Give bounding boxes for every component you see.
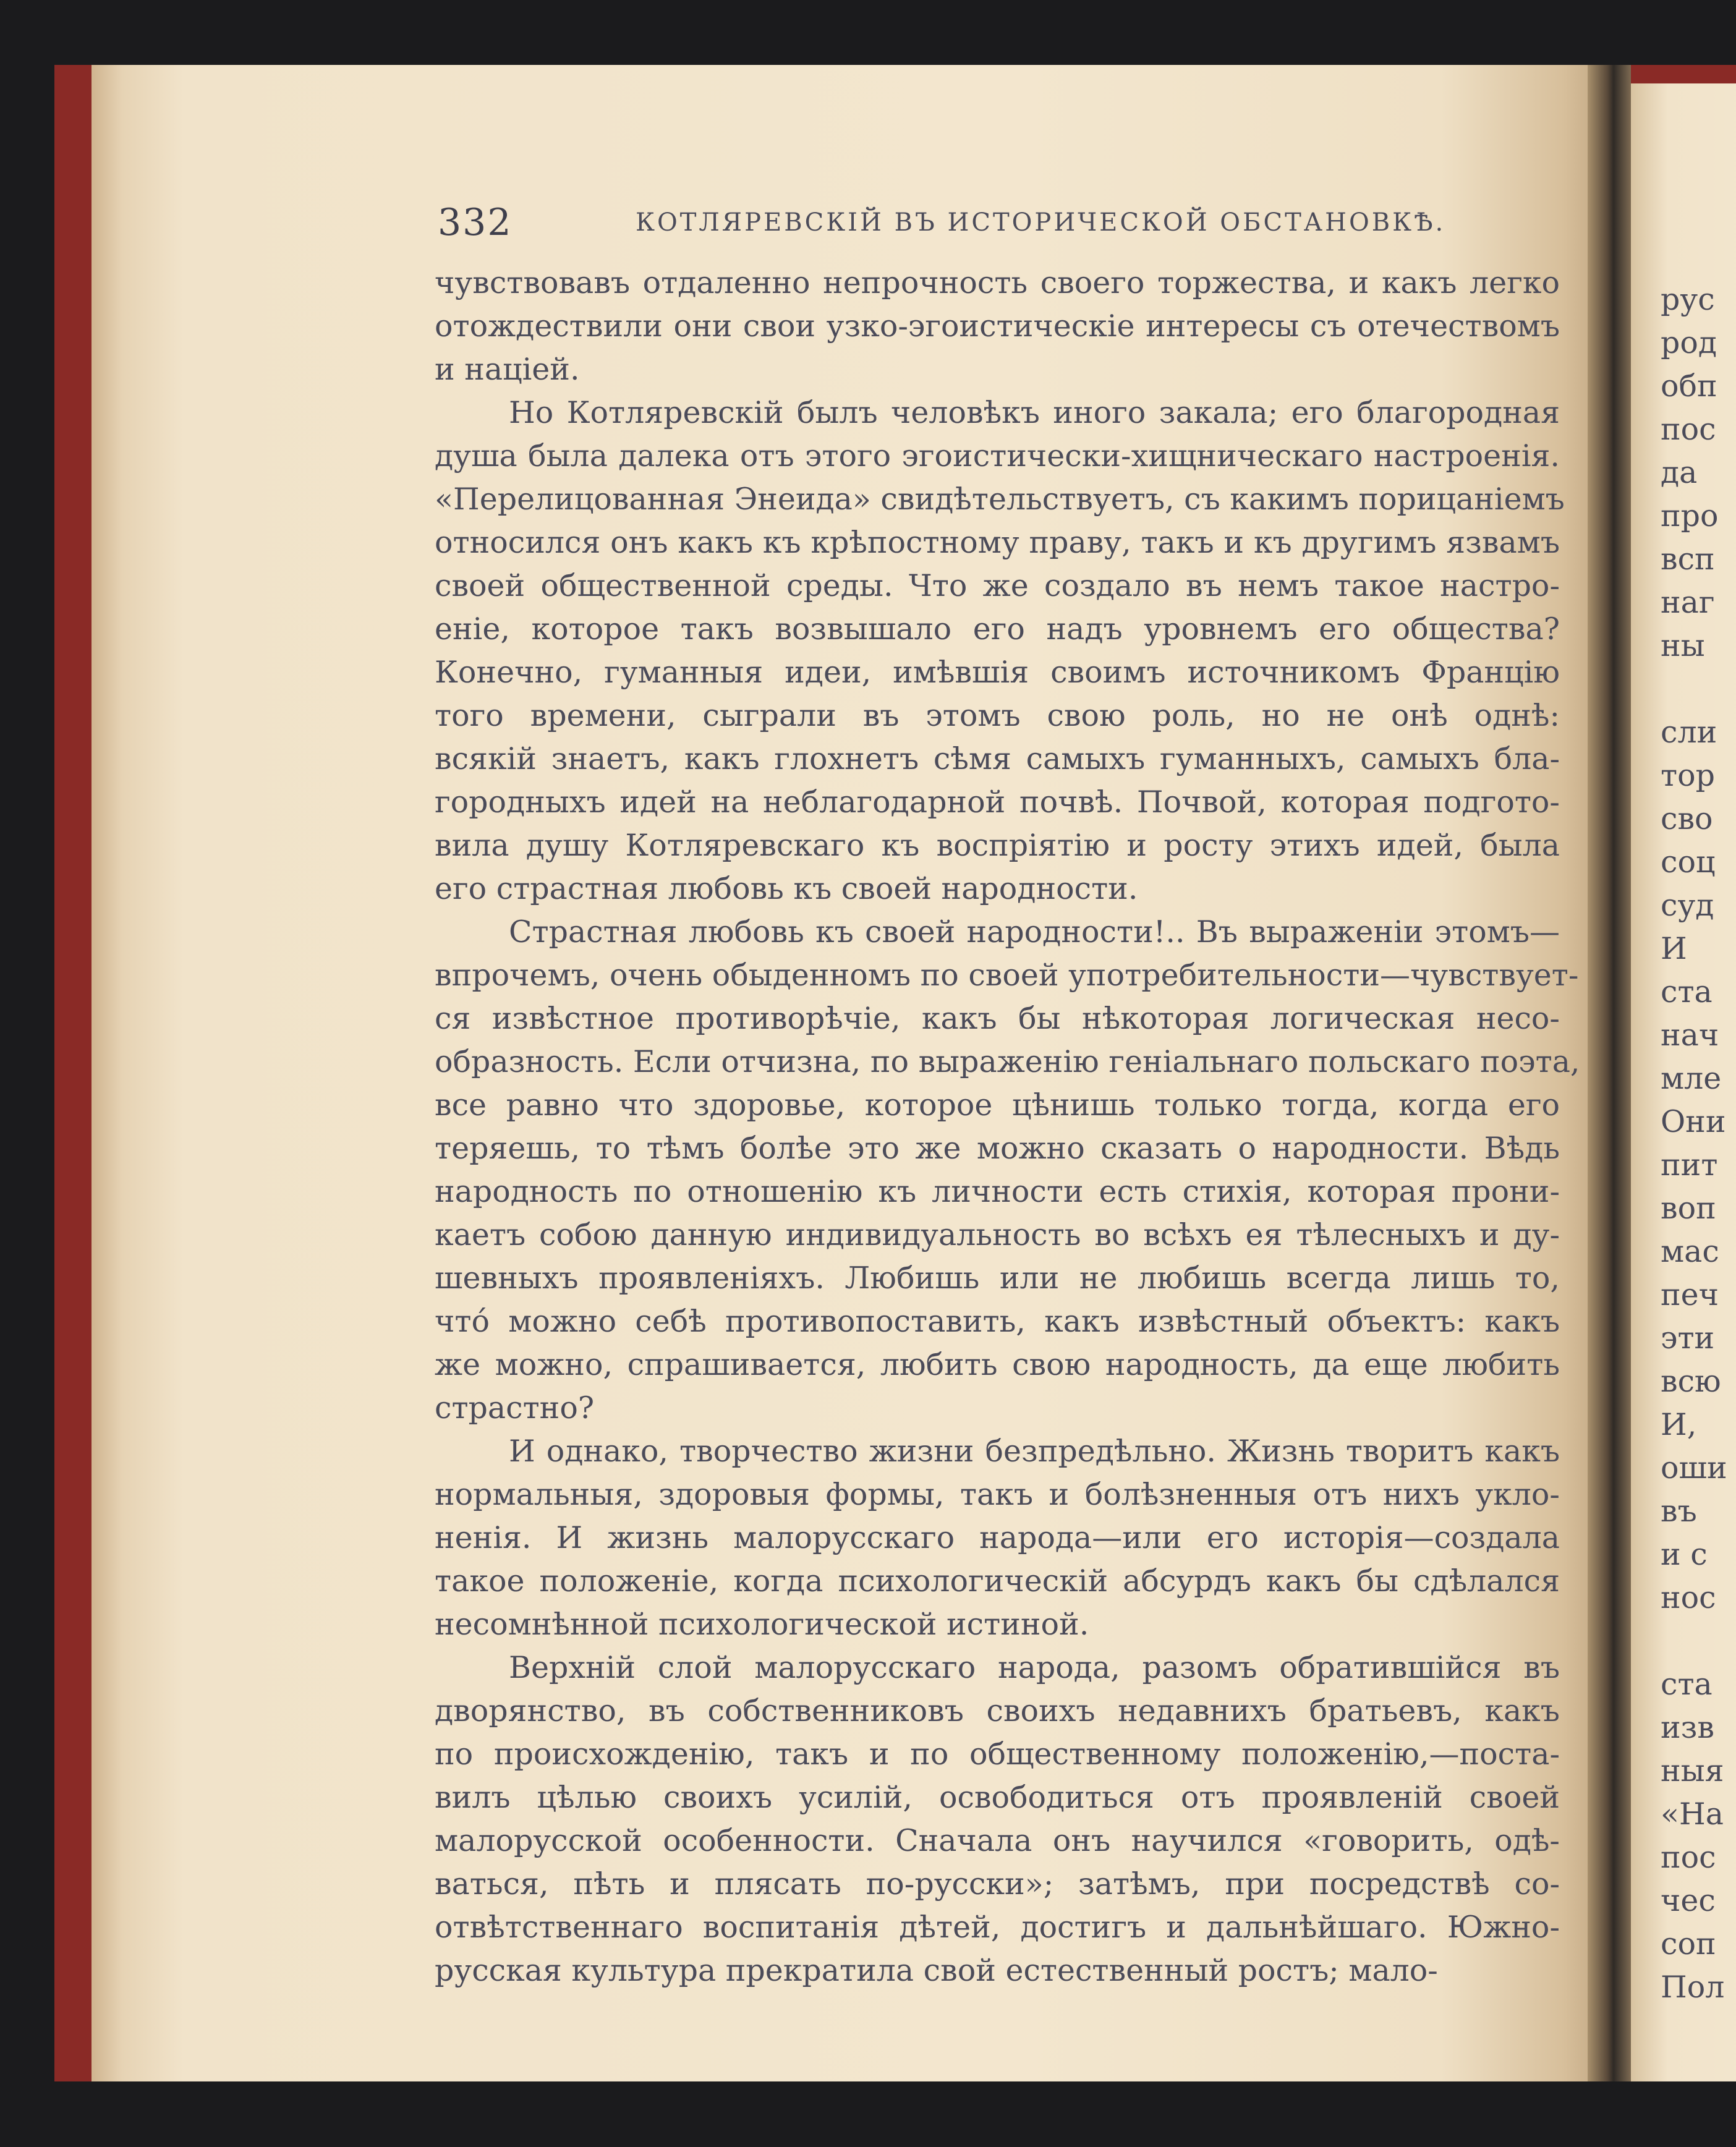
text-line: Конечно, гуманныя идеи, имѣвшія своимъ источникомъ Францію	[435, 655, 1560, 690]
text-line: еніе, которое такъ возвышало его надъ уровнемъ его общества?	[435, 611, 1560, 647]
body-text	[435, 261, 1580, 1992]
right-page-fragment: суд	[1661, 888, 1714, 923]
right-page-fragment: род	[1661, 325, 1717, 360]
right-page-fragment: ныя	[1661, 1753, 1724, 1788]
right-page-fragment: ста	[1661, 974, 1713, 1010]
text-line: страстно?	[435, 1390, 595, 1426]
right-page-fragment: про	[1661, 498, 1719, 534]
text-line: всякій знаетъ, какъ глохнетъ сѣмя самыхъ гуманныхъ, самыхъ бла-	[435, 741, 1560, 776]
text-line: относился онъ какъ къ крѣпостному праву, такъ и къ другимъ язвамъ	[435, 525, 1560, 560]
text-line: каетъ собою данную индивидуальность во всѣхъ ея тѣлесныхъ и ду-	[435, 1217, 1560, 1252]
right-page-fragment	[1631, 1620, 1736, 1663]
right-page-fragment: чес	[1661, 1883, 1716, 1918]
right-page-fragment: печ	[1661, 1277, 1719, 1312]
text-line: вила душу Котляревскаго къ воспріятію и росту этихъ идей, была	[435, 828, 1560, 863]
text-line: все равно что здоровье, которое цѣнишь только тогда, когда его	[435, 1087, 1560, 1123]
text-line: народность по отношенію къ личности есть стихія, которая прони-	[435, 1174, 1560, 1209]
right-page-fragment: въ	[1661, 1494, 1697, 1529]
text-line: и націей.	[435, 352, 580, 387]
book-scan	[54, 65, 1736, 2081]
text-line: его страстная любовь къ своей народности.	[435, 871, 1138, 906]
text-line: И однако, творчество жизни безпредѣльно. Жизнь творитъ какъ	[509, 1434, 1560, 1469]
text-line: шевныхъ проявленіяхъ. Любишь или не любишь всегда лишь то,	[435, 1261, 1560, 1296]
right-page-fragment: и с	[1661, 1537, 1708, 1572]
right-page-fragment: всю	[1661, 1364, 1721, 1399]
right-page-fragment: оши	[1661, 1450, 1727, 1486]
text-line: того времени, сыграли въ этомъ свою роль, но не онѣ однѣ:	[435, 698, 1560, 733]
right-page-fragment: да	[1661, 455, 1698, 490]
right-page-edge	[1631, 83, 1736, 2081]
right-page-fragment: Они	[1661, 1104, 1726, 1139]
book-gutter	[1588, 65, 1631, 2081]
text-line: образность. Если отчизна, по выраженію геніальнаго польскаго поэта,	[435, 1044, 1580, 1079]
text-line: Верхній слой малорусскаго народа, разомъ обратившійся въ	[509, 1650, 1560, 1685]
right-page-fragment: «На	[1661, 1796, 1724, 1832]
text-line: дворянство, въ собственниковъ своихъ недавнихъ братьевъ, какъ	[435, 1693, 1560, 1728]
text-line: нормальныя, здоровыя формы, такъ и болѣзненныя отъ нихъ укло-	[435, 1477, 1560, 1512]
text-line: русская культура прекратила свой естественный ростъ; мало-	[435, 1953, 1438, 1988]
text-line: несомнѣнной психологической истиной.	[435, 1607, 1089, 1642]
right-page-fragment: рус	[1661, 282, 1715, 317]
right-page-fragment: И	[1661, 931, 1687, 966]
text-line: отвѣтственнаго воспитанія дѣтей, достигъ и дальнѣйшаго. Южно-	[435, 1910, 1560, 1945]
right-page-fragment: пос	[1661, 412, 1716, 447]
right-page-fragment: Пол	[1661, 1970, 1725, 2005]
right-page-fragment: ста	[1661, 1667, 1713, 1702]
right-page-fragment: тор	[1661, 758, 1715, 793]
left-page	[91, 65, 1625, 2081]
text-line: вилъ цѣлью своихъ усилій, освободиться отъ проявленій своей	[435, 1780, 1560, 1815]
text-line: своей общественной среды. Что же создало въ немъ такое настро-	[435, 568, 1560, 603]
right-page-text	[1631, 278, 1736, 2009]
right-page-fragment: соп	[1661, 1926, 1716, 1962]
right-page-fragment: соц	[1661, 844, 1716, 880]
text-line: «Перелицованная Энеида» свидѣтельствуетъ, съ какимъ порицаніемъ	[435, 482, 1565, 517]
text-line: такое положеніе, когда психологическій абсурдъ какъ бы сдѣлался	[435, 1563, 1560, 1599]
text-line: душа была далека отъ этого эгоистически-хищническаго настроенія.	[435, 438, 1560, 474]
text-line: ваться, пѣть и плясать по-русски»; затѣмъ, при посредствѣ со-	[435, 1866, 1560, 1902]
text-line: теряешь, то тѣмъ болѣе это же можно сказать о народности. Вѣдь	[435, 1131, 1560, 1166]
text-line: же можно, спрашивается, любить свою народность, да еще любить	[435, 1347, 1560, 1382]
text-line: ненія. И жизнь малорусскаго народа—или его исторія—создала	[435, 1520, 1560, 1555]
text-line: малорусской особенности. Сначала онъ научился «говорить, одѣ-	[435, 1823, 1560, 1858]
right-page-fragment: наг	[1661, 585, 1715, 620]
text-line: впрочемъ, очень обыденномъ по своей употребительности—чувствует-	[435, 958, 1579, 993]
right-page-fragment: воп	[1661, 1191, 1716, 1226]
right-page-fragment: мас	[1661, 1234, 1719, 1269]
page-number: 332	[438, 201, 513, 244]
right-page-fragment: нач	[1661, 1018, 1719, 1053]
text-line: что́ можно себѣ противопоставить, какъ извѣстный объектъ: какъ	[435, 1304, 1560, 1339]
right-page-fragment: И,	[1661, 1407, 1697, 1442]
text-line: Страстная любовь къ своей народности!.. Въ выраженіи этомъ—	[509, 914, 1560, 950]
right-page-fragment: эти	[1661, 1320, 1715, 1356]
right-page-fragment: изв	[1661, 1710, 1714, 1745]
text-line: Но Котляревскій былъ человѣкъ иного закала; его благородная	[509, 395, 1560, 430]
right-page-fragment	[1631, 668, 1736, 711]
text-line: чувствовавъ отдаленно непрочность своего торжества, и какъ легко	[435, 265, 1560, 300]
right-page-fragment: ны	[1661, 628, 1705, 663]
text-line: отождествили они свои узко-эгоистическіе интересы съ отечествомъ	[435, 308, 1560, 344]
right-page-fragment: мле	[1661, 1061, 1722, 1096]
text-line: по происхожденію, такъ и по общественному положенію,—поста-	[435, 1737, 1560, 1772]
right-page-fragment: сво	[1661, 801, 1713, 836]
right-page-fragment: пос	[1661, 1840, 1716, 1875]
running-title: КОТЛЯРЕВСКІЙ ВЪ ИСТОРИЧЕСКОЙ ОБСТАНОВКѢ.	[636, 208, 1446, 237]
right-page-fragment: сли	[1661, 715, 1717, 750]
right-page-fragment: обп	[1661, 368, 1717, 404]
right-page-fragment: пит	[1661, 1147, 1718, 1183]
right-page-fragment: нос	[1661, 1580, 1716, 1615]
text-line: городныхъ идей на неблагодарной почвѣ. Почвой, которая подгото-	[435, 784, 1560, 820]
running-head	[438, 195, 1575, 250]
text-line: ся извѣстное противорѣчіе, какъ бы нѣкоторая логическая несо-	[435, 1001, 1560, 1036]
right-page-fragment: всп	[1661, 542, 1715, 577]
